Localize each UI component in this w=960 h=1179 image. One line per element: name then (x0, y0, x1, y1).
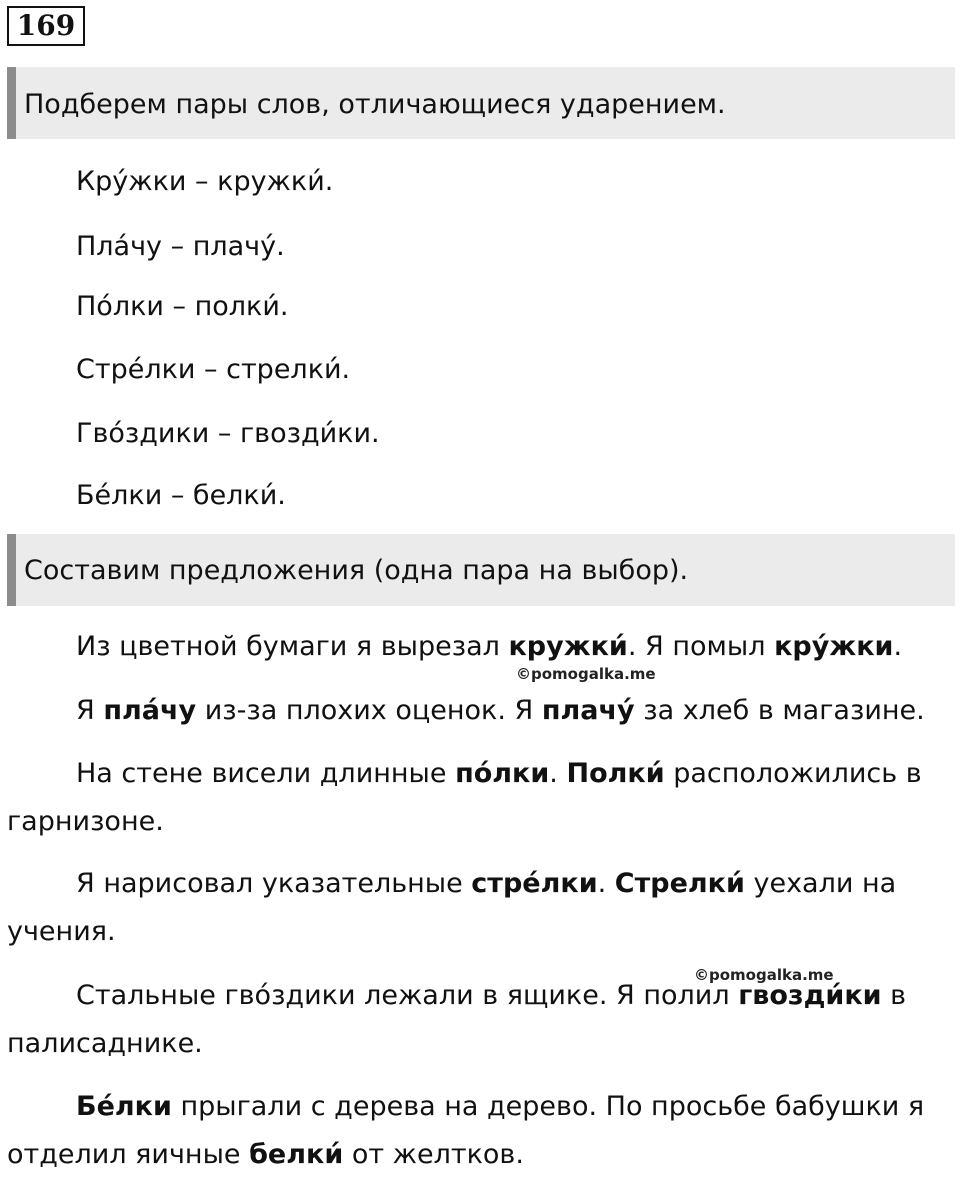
stressed-word: Полки́ (566, 758, 665, 789)
sentence-text: . (597, 868, 615, 899)
sentence-text: за хлеб в магазине. (634, 695, 925, 726)
word-pair: Стре́лки – стрелки́. (76, 354, 351, 385)
word-pair: Пла́чу – плачу́. (76, 231, 285, 262)
sentence-text: . (549, 758, 567, 789)
stressed-word: кру́жки (774, 631, 894, 662)
task-heading-pairs: Подберем пары слов, отличающиеся ударением. (7, 67, 955, 139)
sentence-paragraph (7, 972, 952, 1068)
sentence-text: . (893, 631, 903, 662)
stressed-word: пла́чу (103, 695, 197, 726)
sentence-text: Я нарисовал указательные (76, 868, 472, 899)
watermark: ©pomogalka.me (516, 665, 656, 683)
sentence-text: . Я помыл (627, 631, 775, 662)
sentence-text: от желтков. (343, 1139, 524, 1170)
stressed-word: Бе́лки (76, 1091, 172, 1122)
stressed-word: белки́ (249, 1139, 344, 1170)
sentence-text: Я (76, 695, 104, 726)
stressed-word: по́лки (455, 758, 550, 789)
exercise-number: 169 (7, 6, 85, 46)
task-heading-sentences: Составим предложения (одна пара на выбор). (7, 534, 955, 606)
sentence-paragraph (7, 750, 952, 846)
sentence-paragraph (7, 623, 952, 671)
sentence-text: На стене висели длинные (76, 758, 456, 789)
sentence-text: уехали на учения. (7, 868, 897, 947)
sentence-text: Из цветной бумаги я вырезал (76, 631, 509, 662)
sentence-text: расположились в гарнизоне. (7, 758, 922, 837)
word-pair: Бе́лки – белки́. (76, 480, 286, 511)
stressed-word: гвозди́ки (738, 980, 882, 1011)
sentence-text: в палисаднике. (7, 980, 907, 1059)
word-pair: Гво́здики – гвозди́ки. (76, 418, 380, 449)
sentence-text: из-за плохих оценок. Я (196, 695, 542, 726)
sentence-paragraph (7, 860, 952, 956)
sentence-text: прыгали с дерева на дерево. По просьбе бабушки я отделил яичные (7, 1091, 925, 1170)
stressed-word: стре́лки (471, 868, 598, 899)
sentence-paragraph (7, 687, 952, 735)
word-pair: По́лки – полки́. (76, 291, 289, 322)
sentence-paragraph (7, 1083, 952, 1179)
stressed-word: плачу́ (541, 695, 635, 726)
word-pair: Кру́жки – кружки́. (76, 166, 334, 197)
watermark: ©pomogalka.me (694, 966, 834, 984)
sentence-text: Стальные гво́здики лежали в ящике. Я полил (76, 980, 739, 1011)
stressed-word: Стрелки́ (614, 868, 745, 899)
stressed-word: кружки́ (508, 631, 628, 662)
